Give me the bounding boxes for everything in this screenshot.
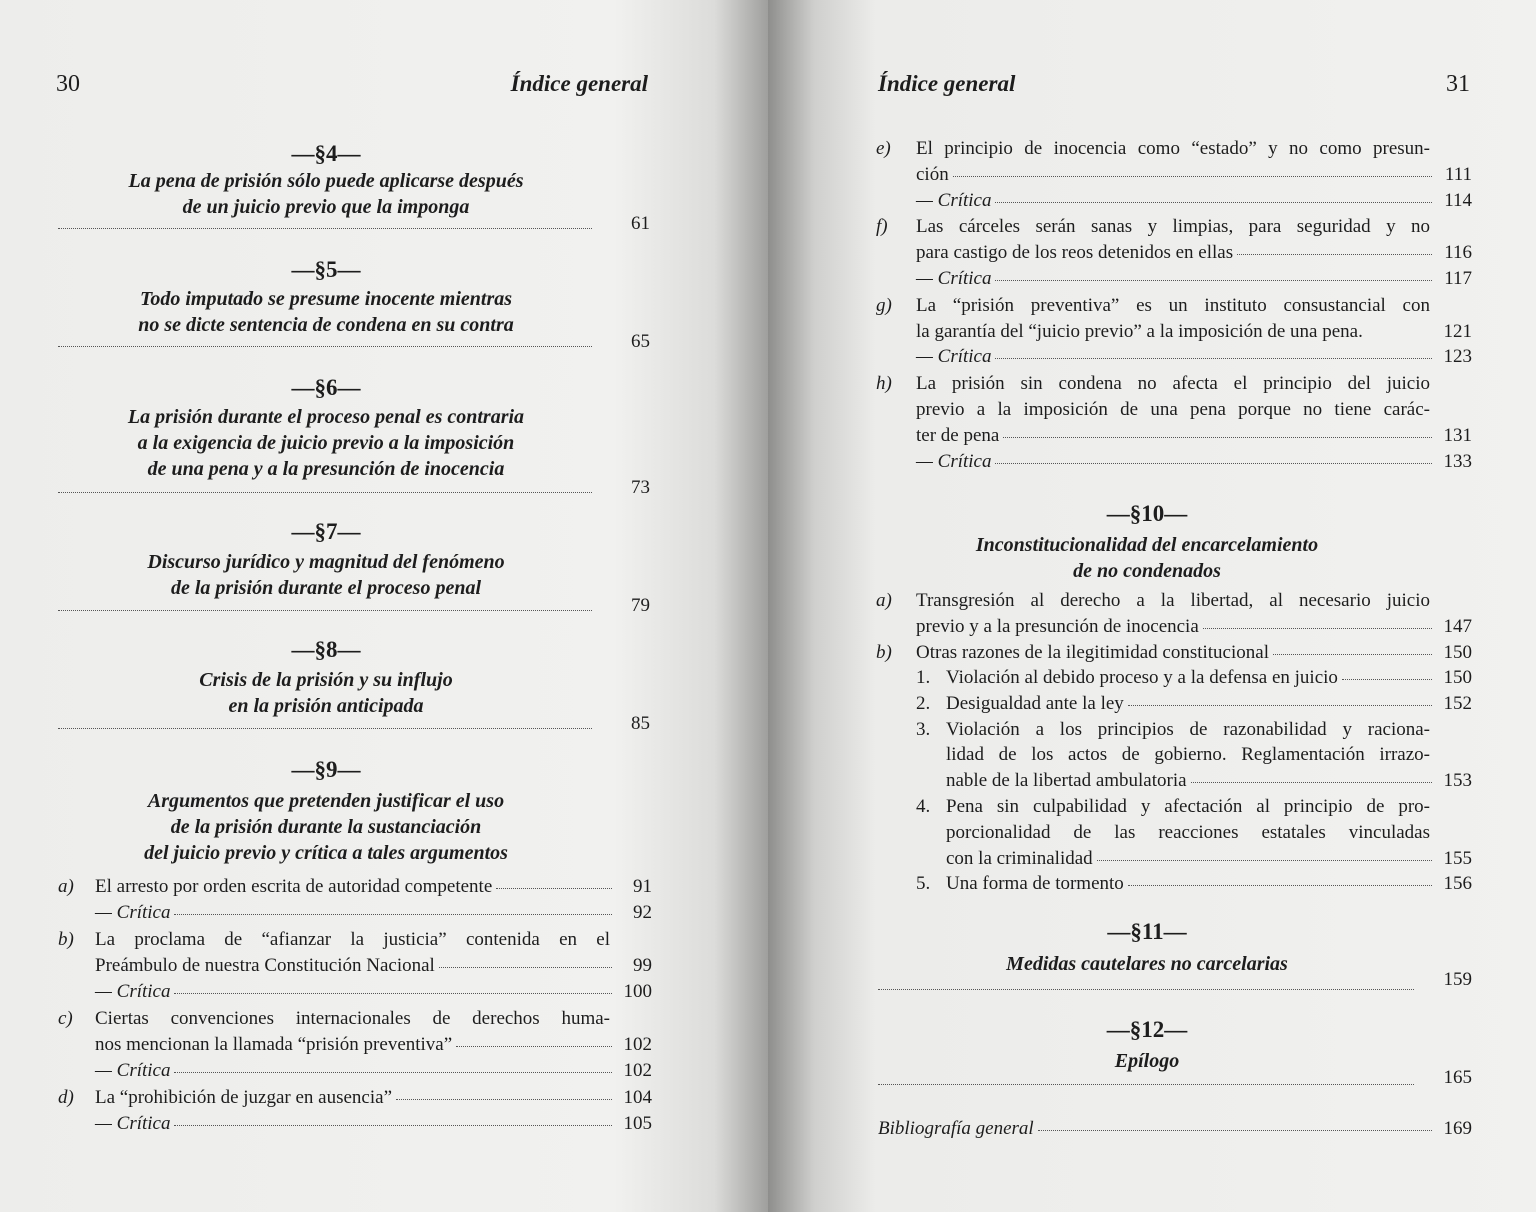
entry-line (916, 293, 1472, 319)
section-title: Argumentos que pretenden justificar el uso de la prisión durante la sustanciación del juicio previo y crítica a tales argumentos (144, 790, 508, 864)
entry-label: b) (876, 641, 892, 663)
entry-label: e) (876, 138, 891, 159)
page-ref: 104 (623, 1086, 652, 1108)
entry-label: a) (58, 876, 74, 897)
page-ref: 79 (631, 595, 650, 616)
entry-line (916, 319, 1472, 345)
entry-line (916, 214, 1472, 240)
page-ref: 150 (1443, 641, 1472, 663)
page-ref: 156 (1443, 873, 1472, 895)
dot-leader (1273, 654, 1432, 655)
section-title: Crisis de la prisión y su influjo en la prisión anticipada (199, 669, 453, 717)
entry-text: El principio de inocencia como “estado” y no como presun- (916, 138, 1430, 159)
critica-text: — Crítica (916, 267, 992, 289)
page-ref: 133 (1443, 450, 1472, 472)
entry-text: Otras razones de la ilegitimidad constitucional (916, 641, 1269, 663)
entry-text: Bibliografía general (878, 1118, 1034, 1139)
entry-label: c) (58, 1008, 73, 1029)
running-title: Índice general (510, 71, 648, 96)
entry-line (95, 927, 652, 953)
entry-line (916, 188, 1472, 214)
dot-leader (1203, 628, 1432, 629)
page-ref: 105 (623, 1112, 652, 1134)
page-ref: 114 (1444, 189, 1472, 211)
page-ref: 147 (1443, 615, 1472, 637)
entry-text: con la criminalidad (946, 847, 1093, 869)
dot-leader (396, 1099, 612, 1100)
entry-label: 3. (916, 718, 931, 740)
page-ref: 150 (1443, 667, 1472, 688)
entry-label: a) (876, 590, 892, 611)
entry-line (95, 1032, 652, 1058)
dot-leader (878, 989, 1414, 990)
dot-leader (496, 888, 612, 889)
section-mark: —§10— (1106, 501, 1188, 526)
dot-leader (995, 280, 1432, 281)
section-title: Inconstitucionalidad del encarcelamiento de no condenados (975, 534, 1319, 582)
page-ref: 131 (1443, 424, 1472, 446)
page-ref: 153 (1443, 770, 1472, 792)
section-mark: —§12— (1106, 1017, 1188, 1042)
page-ref: 117 (1444, 267, 1472, 289)
entry-line (916, 614, 1472, 640)
page-ref: 165 (1443, 1067, 1472, 1088)
entry-line (916, 266, 1472, 292)
critica-text: — Crítica (95, 1059, 171, 1081)
entry-label: f) (876, 216, 888, 238)
dot-leader (174, 1072, 612, 1073)
entry-line (946, 768, 1472, 794)
dot-leader (58, 228, 592, 229)
page-ref: 169 (1443, 1118, 1472, 1139)
entry-line (95, 1006, 652, 1032)
dot-leader (58, 346, 592, 347)
page-ref: 159 (1443, 969, 1472, 990)
entry-line (916, 397, 1472, 423)
entry-label: 1. (916, 667, 931, 688)
entry-line (946, 742, 1472, 768)
entry-line (95, 1085, 652, 1111)
entry-text: la garantía del “juicio previo” a la imposición de una pena. (916, 320, 1363, 342)
critica-text: — Crítica (916, 189, 992, 211)
dot-leader (456, 1046, 612, 1047)
page-ref: 116 (1444, 242, 1472, 264)
page-ref: 65 (631, 331, 650, 352)
section-mark: —§11— (1107, 919, 1187, 944)
entry-line (946, 820, 1472, 846)
dot-leader (995, 358, 1432, 359)
dot-leader (174, 1125, 612, 1126)
entry-text: porcionalidad de las reacciones estatales vinculadas (946, 821, 1430, 843)
entry-text: ter de pena (916, 424, 1000, 446)
dot-leader (1097, 860, 1432, 861)
page-ref: 61 (631, 213, 650, 234)
page-ref: 155 (1443, 847, 1472, 869)
section-mark: —§5— (291, 257, 361, 282)
entry-line (95, 900, 652, 926)
entry-line (95, 953, 652, 979)
dot-leader (995, 202, 1432, 203)
entry-text: Violación a los principios de razonabilidad y raciona- (946, 718, 1430, 740)
dot-leader (1128, 705, 1432, 706)
entry-text: Pena sin culpabilidad y afectación al principio de pro- (946, 796, 1430, 817)
entry-label: d) (58, 1086, 74, 1108)
dot-leader (878, 1084, 1414, 1085)
running-title: Índice general (878, 71, 1016, 96)
entry-line (916, 371, 1472, 397)
page-ref: 111 (1444, 163, 1472, 185)
entry-label: h) (876, 373, 892, 395)
section-title: La prisión durante el proceso penal es contraria a la exigencia de juicio previo a la imposición de una pena y a la presunción de inocencia (127, 406, 525, 480)
entry-text: Preámbulo de nuestra Constitución Nacional (95, 954, 435, 976)
entry-line (946, 846, 1472, 872)
dot-leader (953, 176, 1432, 177)
dot-leader (1038, 1130, 1432, 1131)
entry-text: Violación al debido proceso y a la defensa en juicio (946, 667, 1338, 688)
critica-text: — Crítica (95, 980, 171, 1002)
entry-text: lidad de los actos de gobierno. Reglamentación irrazo- (946, 744, 1430, 766)
entry-line (95, 874, 652, 900)
dot-leader (58, 492, 592, 493)
entry-line (916, 449, 1472, 475)
entry-text: La proclama de “afianzar la justicia” contenida en el (95, 929, 610, 951)
entry-text: Ciertas convenciones internacionales de derechos huma- (95, 1008, 610, 1029)
entry-line (916, 640, 1472, 666)
dot-leader (174, 993, 612, 994)
dot-leader (995, 463, 1432, 464)
entry-line (916, 423, 1472, 449)
page-number: 30 (56, 71, 80, 97)
section-mark: —§6— (291, 375, 361, 400)
entry-text: previo a la imposición de una pena porque no tiene carác- (916, 398, 1430, 420)
entry-line (946, 665, 1472, 691)
entry-text: Transgresión al derecho a la libertad, al necesario juicio (916, 590, 1430, 611)
section-title: Discurso jurídico y magnitud del fenómeno de la prisión durante el proceso penal (147, 551, 505, 599)
critica-text: — Crítica (95, 901, 171, 923)
critica-text: — Crítica (916, 346, 992, 368)
page-ref: 91 (633, 876, 652, 897)
entry-line (946, 691, 1472, 717)
section-mark: —§9— (291, 757, 361, 782)
entry-text: La prisión sin condena no afecta el principio del juicio (916, 373, 1430, 395)
critica-text: — Crítica (95, 1112, 171, 1134)
entry-text: La “prisión preventiva” es un instituto consustancial con (916, 294, 1430, 316)
section-mark: —§7— (291, 519, 361, 544)
entry-text: para castigo de los reos detenidos en ellas (916, 242, 1234, 264)
page-ref: 99 (633, 954, 652, 976)
section-mark: —§8— (291, 637, 361, 662)
entry-line (95, 979, 652, 1005)
page-ref: 152 (1443, 692, 1472, 714)
page-ref: 85 (631, 713, 650, 734)
bibliography-entry (878, 1116, 1472, 1142)
entry-line (946, 717, 1472, 743)
entry-line (916, 588, 1472, 614)
entry-label: 2. (916, 692, 931, 714)
entry-text: La “prohibición de juzgar en ausencia” (95, 1086, 392, 1108)
entry-text: nos mencionan la llamada “prisión preventiva” (95, 1033, 453, 1055)
entry-line (946, 794, 1472, 820)
section-mark: —§4— (291, 141, 361, 166)
entry-text: El arresto por orden escrita de autoridad competente (95, 876, 493, 897)
entry-line (95, 1058, 652, 1084)
entry-line (916, 344, 1472, 370)
page-ref: 121 (1443, 320, 1472, 342)
page-number: 31 (1446, 71, 1470, 97)
entry-label: b) (58, 929, 74, 951)
page-ref: 92 (633, 901, 652, 923)
dot-leader (439, 967, 612, 968)
dot-leader (1342, 679, 1432, 680)
dot-leader (58, 728, 592, 729)
entry-line (916, 240, 1472, 266)
entry-text: Una forma de tormento (946, 873, 1124, 895)
entry-line (95, 1111, 652, 1137)
section-title: Todo imputado se presume inocente mientras no se dicte sentencia de condena en su contra (138, 288, 514, 336)
entry-text: previo y a la presunción de inocencia (916, 615, 1199, 637)
page-ref: 100 (623, 980, 652, 1002)
page-ref: 73 (631, 477, 650, 498)
entry-label: g) (876, 294, 892, 316)
entry-text: ción (916, 163, 949, 185)
dot-leader (58, 610, 592, 611)
dot-leader (1237, 254, 1432, 255)
dot-leader (1128, 885, 1432, 886)
page-ref: 123 (1443, 346, 1472, 368)
entry-line (916, 136, 1472, 162)
section-title: Medidas cautelares no carcelarias (1006, 953, 1288, 975)
entry-text: Las cárceles serán sanas y limpias, para seguridad y no (916, 216, 1430, 238)
right-page (768, 0, 1536, 1212)
entry-text: Desigualdad ante la ley (946, 692, 1124, 714)
entry-line (946, 871, 1472, 897)
section-title: Epílogo (1114, 1050, 1180, 1072)
dot-leader (1191, 782, 1432, 783)
page-ref: 102 (623, 1033, 652, 1055)
dot-leader (174, 914, 612, 915)
dot-leader (1003, 437, 1432, 438)
entry-line (916, 162, 1472, 188)
page-ref: 102 (623, 1059, 652, 1081)
entry-label: 4. (916, 796, 931, 817)
critica-text: — Crítica (916, 450, 992, 472)
entry-label: 5. (916, 873, 931, 895)
section-title: La pena de prisión sólo puede aplicarse después de un juicio previo que la imponga (128, 170, 524, 218)
entry-text: nable de la libertad ambulatoria (946, 770, 1187, 792)
